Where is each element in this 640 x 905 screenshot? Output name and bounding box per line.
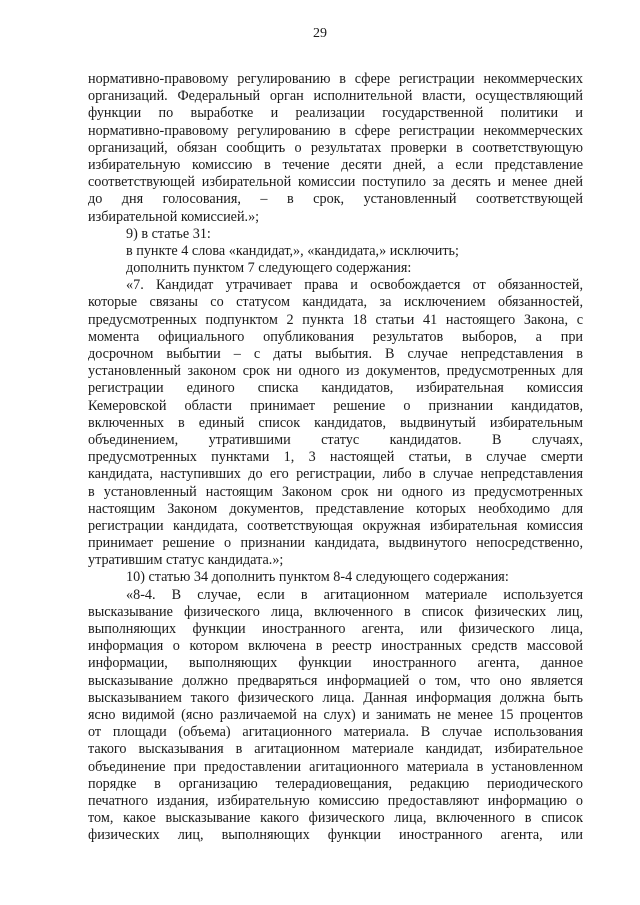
text-line: кандидата, наступивших до его регистрации, либо в случае непредставления [88,466,583,483]
text-line: регистрации единого списка кандидатов, избирательная комиссия [88,380,583,397]
text-line: высказывание должно предваряться информацией о том, что оно является [88,672,583,689]
text-line: 9) в статье 31: [126,225,211,242]
text-line: такого высказывания в агитационном материале кандидат, избирательное [88,741,583,758]
text-line: выполняющих функции иностранного агента, или физического лица, [88,621,583,637]
text-line: в пункте 4 слова «кандидат,», «кандидата,» исключить; [126,242,459,259]
text-line: высказыванием такого физического лица. Данная информация должна быть [88,689,583,706]
text-line: информации, выполняющих функции иностранного агента, данное [88,655,583,672]
text-line: высказывание физического лица, включенного в список физических лиц, [88,603,583,620]
text-line: регистрации кандидата, соответствующая окружная избирательная комиссия [88,517,583,534]
text-line: включенных в единый список кандидатов, выдвинутый избирательным [88,414,583,431]
text-line: настоящим Законом документов, представление которых необходимо для [88,500,583,517]
text-line: ясно видимой (ясно различаемой на слух) и занимать не менее 15 процентов [88,706,583,723]
document-body [88,71,583,844]
text-line: установленный законом срок ни одного из документов, предусмотренных для [88,363,583,380]
text-line: объединением, утратившими статус кандидатов. В случаях, [88,431,583,448]
text-line: объединение при предоставлении агитационного материала в установленном [88,758,583,775]
text-line: организаций. Федеральный орган исполнительной власти, осуществляющий [88,88,583,105]
text-line: предусмотренных подпунктом 2 пункта 18 статьи 41 настоящего Закона, с [88,311,583,328]
text-line: функции по выработке и реализации государственной политики и [88,105,583,122]
text-line: печатного издания, избирательную комиссию предоставляют информацию о [88,792,583,809]
page-number: 29 [313,26,327,41]
text-line: том, какое высказывание какого физического лица, включенного в список [88,810,583,827]
text-line: соответствующей избирательной комиссии поступило за десять и менее дней [88,174,583,191]
text-line: 10) статью 34 дополнить пунктом 8-4 следующего содержания: [126,569,509,586]
text-line: нормативно-правовому регулированию в сфере регистрации некоммерческих [88,122,583,139]
text-line: досрочном выбытии – с даты выбытия. В случае непредставления в [88,346,583,362]
text-line: порядке в организацию телерадиовещания, редакцию периодического [88,775,583,792]
text-line: момента официального опубликования результатов выборов, а при [88,328,583,345]
text-line: которые связаны со статусом кандидата, за исключением обязанностей, [88,294,583,311]
text-line: физических лиц, выполняющих функции иностранного агента, или [88,827,583,844]
text-line: информация о котором включена в реестр иностранных средств массовой [88,638,583,655]
text-line: утратившим статус кандидата.»; [88,552,284,569]
text-line: дополнить пунктом 7 следующего содержания: [126,260,412,277]
text-line: в установленный настоящим Законом срок ни одного из предусмотренных [88,483,583,500]
text-line: нормативно-правовому регулированию в сфере регистрации некоммерческих [88,71,583,87]
text-line: организаций, обязан сообщить о результатах проверки в соответствующую [88,139,583,156]
text-line: принимает решение о признании кандидата, выдвинутого непосредственно, [88,535,583,552]
text-line: «8-4. В случае, если в агитационном материале используется [126,586,583,603]
text-line: до дня голосования, – в срок, установленный соответствующей [88,191,583,208]
text-line: от площади (объема) агитационного материала. В случае использования [88,724,583,741]
text-line: предусмотренных пунктами 1, 3 настоящей статьи, в случае смерти [88,449,583,466]
text-line: Кемеровской области принимает решение о признании кандидатов, [88,397,583,414]
text-line: избирательной комиссией.»; [88,208,260,225]
text-line: «7. Кандидат утрачивает права и освобождается от обязанностей, [126,277,583,294]
text-line: избирательную комиссию в течение десяти дней, а если представление [88,156,583,173]
